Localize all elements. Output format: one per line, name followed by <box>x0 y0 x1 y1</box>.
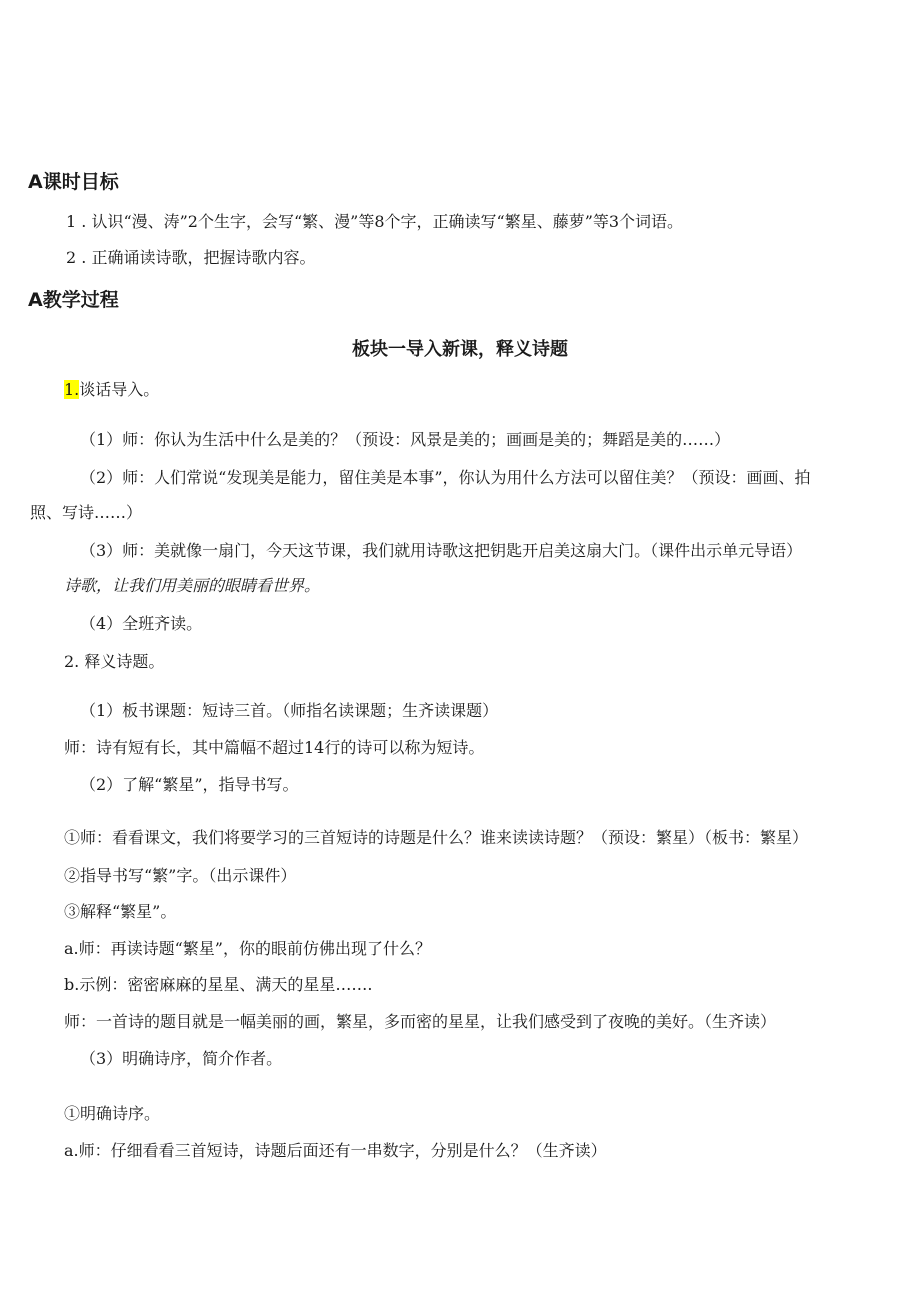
part1-line-1: （1）师：你认为生活中什么是美的？（预设：风景是美的；画画是美的；舞蹈是美的……） <box>80 430 731 449</box>
part1-title: 谈话导入。 <box>79 380 160 399</box>
section-heading-process: A教学过程 <box>28 289 119 311</box>
objective-item-1: 1 . 认识“漫、涛”2个生字，会写“繁、漫”等8个字，正确读写“繁星、藤萝”等3个词语。 <box>66 212 684 231</box>
part2-line-1: （1）板书课题：短诗三首。（师指名读课题；生齐读课题） <box>80 701 499 720</box>
part2-line-6: ③解释“繁星”。 <box>64 902 177 921</box>
part1-line-5: 诗歌，让我们用美丽的眼睛看世界。 <box>64 576 321 595</box>
part1-line-3: 照、写诗……） <box>30 503 143 522</box>
part2-line-8: b.示例：密密麻麻的星星、满天的星星……. <box>64 975 373 994</box>
part2-line-7: a.师：再读诗题“繁星”，你的眼前仿佛出现了什么？ <box>64 939 431 958</box>
objective-item-2: 2 . 正确诵读诗歌，把握诗歌内容。 <box>66 248 316 267</box>
block-title: 板块一导入新课，释义诗题 <box>352 339 568 360</box>
part2-line-12: a.师：仔细看看三首短诗，诗题后面还有一串数字，分别是什么？（生齐读） <box>64 1141 607 1160</box>
part2-line-3: （2）了解“繁星”，指导书写。 <box>80 775 299 794</box>
highlighted-number: 1. <box>64 380 80 399</box>
part2-line-9: 师：一首诗的题目就是一幅美丽的画，繁星，多而密的星星，让我们感受到了夜晚的美好。（生齐读） <box>64 1012 777 1031</box>
part1-line-4: （3）师：美就像一扇门，今天这节课，我们就用诗歌这把钥匙开启美这扇大门。（课件出示单元导语） <box>80 541 803 560</box>
part1-line-2: （2）师：人们常说“发现美是能力，留住美是本事”，你认为用什么方法可以留住美？（预设：画画、拍 <box>80 468 811 487</box>
part2-line-2: 师：诗有短有长，其中篇幅不超过14行的诗可以称为短诗。 <box>64 738 485 757</box>
part1-line-6: （4）全班齐读。 <box>80 614 203 633</box>
section-heading-objectives: A课时目标 <box>28 171 119 193</box>
part2-line-10: （3）明确诗序，简介作者。 <box>80 1049 283 1068</box>
part2-line-11: ①明确诗序。 <box>64 1104 161 1123</box>
part2-heading: 2. 释义诗题。 <box>64 652 165 671</box>
part2-line-5: ②指导书写“繁”字。（出示课件） <box>64 866 297 885</box>
part1-heading <box>64 380 159 400</box>
part2-line-4: ①师：看看课文，我们将要学习的三首短诗的诗题是什么？谁来读读诗题？（预设：繁星）（板书：繁星） <box>64 828 809 847</box>
